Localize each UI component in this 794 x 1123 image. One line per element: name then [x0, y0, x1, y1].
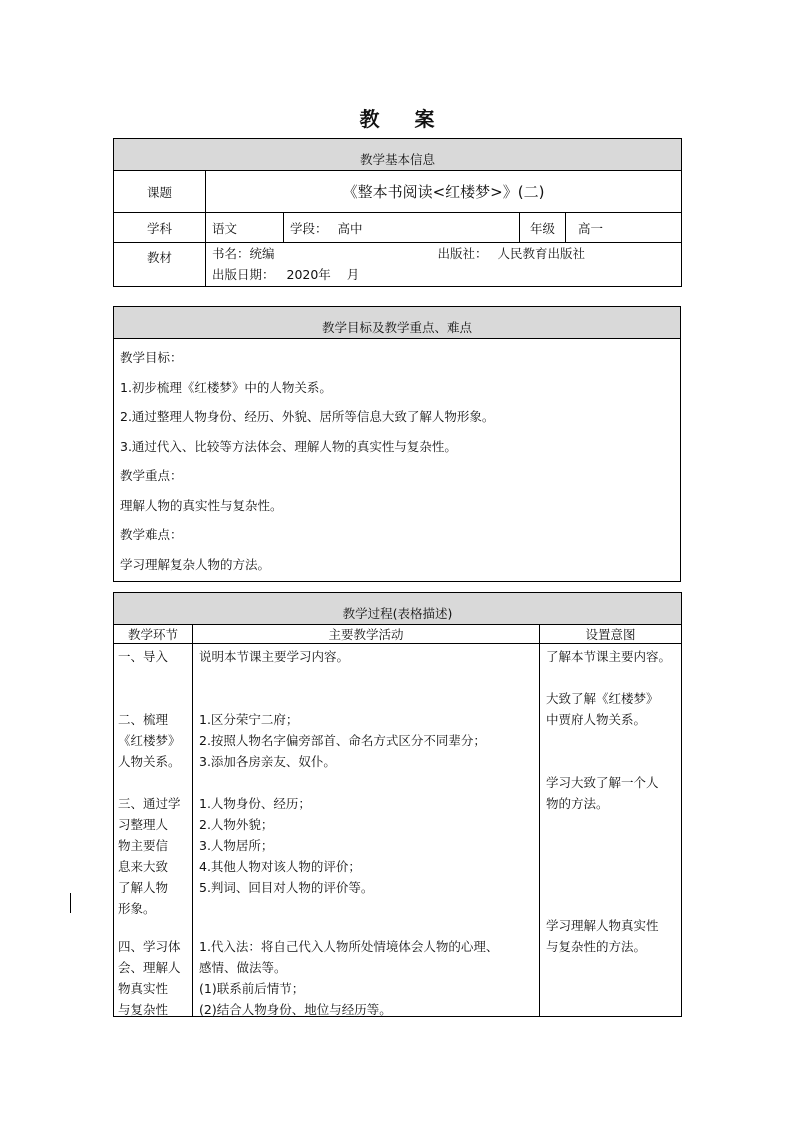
- basic-info-table: [113, 138, 682, 287]
- activity-line: 1.区分荣宁二府；: [199, 712, 299, 727]
- objectives-header: 教学目标及教学重点、难点: [114, 307, 681, 339]
- date-year: 2020年: [286, 267, 331, 282]
- stage-line: 与复杂性: [118, 1002, 169, 1017]
- activity-line: 说明本节课主要学习内容。: [199, 649, 350, 664]
- activity-line: 感情、做法等。: [199, 960, 287, 975]
- topic-value: 《整本书阅读<红楼梦>》(二): [206, 171, 682, 213]
- stage-line: 了解人物: [118, 880, 169, 895]
- subject-value: 语文: [206, 213, 284, 243]
- goal-item: 3.通过代入、比较等方法体会、理解人物的真实性与复杂性。: [120, 438, 457, 454]
- intent-line: 大致了解《红楼梦》: [546, 691, 659, 706]
- basic-info-header: 教学基本信息: [114, 139, 682, 171]
- stage-line: 习整理人: [118, 817, 169, 832]
- key-text: 理解人物的真实性与复杂性。: [120, 497, 283, 513]
- intent-line: 物的方法。: [546, 796, 609, 811]
- objectives-table: [113, 306, 681, 582]
- intent-line: 学习理解人物真实性: [546, 918, 659, 933]
- book-label: 书名：: [212, 246, 250, 261]
- col-stage-header: 教学环节: [114, 625, 193, 644]
- stage-line: 《红楼梦》: [118, 733, 181, 748]
- activity-line: 2.按照人物名字偏旁部首、命名方式区分不同辈分；: [199, 733, 486, 748]
- process-table: [113, 592, 682, 1017]
- date-month: 月: [346, 267, 360, 282]
- stage-label: 学段：: [290, 220, 328, 236]
- stage-line: 会、理解人: [118, 960, 181, 975]
- activity-line: 4.其他人物对该人物的评价；: [199, 859, 361, 874]
- activity-line: (1)联系前后情节；: [199, 981, 305, 996]
- stage-line: 物真实性: [118, 981, 169, 996]
- key-title: 教学重点：: [120, 468, 183, 483]
- process-header: 教学过程(表格描述): [114, 593, 682, 625]
- text-cursor: [70, 893, 71, 913]
- intent-column: [540, 644, 682, 1017]
- objectives-body: [114, 339, 681, 582]
- goal-title: 教学目标：: [120, 350, 183, 365]
- activity-line: 3.添加各房亲友、奴仆。: [199, 754, 336, 769]
- grade-label: 年级: [520, 213, 566, 243]
- stage-line: 息来大致: [118, 859, 169, 874]
- material-cell: [206, 243, 682, 287]
- activity-line: 1.代入法：将自己代入人物所处情境体会人物的心理、: [199, 939, 499, 954]
- goal-item: 1.初步梳理《红楼梦》中的人物关系。: [120, 379, 332, 395]
- stage-line: 二、梳理: [118, 712, 169, 727]
- difficulty-text: 学习理解复杂人物的方法。: [120, 556, 271, 572]
- activity-line: 5.判词、回目对人物的评价等。: [199, 880, 374, 895]
- stage-column: [114, 644, 193, 1017]
- stage-line: 形象。: [118, 901, 156, 916]
- intent-line: 中贾府人物关系。: [546, 712, 647, 727]
- stage-cell: [284, 213, 520, 243]
- publisher-value: 人民教育出版社: [497, 246, 586, 261]
- activity-line: (2)结合人物身份、地位与经历等。: [199, 1002, 392, 1017]
- activity-column: [193, 644, 540, 1017]
- stage-line: 一、导入: [118, 649, 169, 664]
- stage-line: 物主要信: [118, 838, 169, 853]
- stage-value: 高中: [337, 220, 363, 236]
- activity-line: 1.人物身份、经历；: [199, 796, 311, 811]
- publisher-label: 出版社：: [437, 246, 488, 261]
- intent-line: 了解本节课主要内容。: [546, 649, 672, 664]
- stage-line: 四、学习体: [118, 939, 181, 954]
- subject-label: 学科: [114, 213, 206, 243]
- grade-value: 高一: [566, 213, 682, 243]
- goal-item: 2.通过整理人物身份、经历、外貌、居所等信息大致了解人物形象。: [120, 409, 495, 424]
- topic-label: 课题: [114, 171, 206, 213]
- date-label: 出版日期：: [212, 267, 275, 282]
- stage-line: 三、通过学: [118, 796, 181, 811]
- activity-line: 2.人物外貌；: [199, 817, 274, 832]
- intent-line: 与复杂性的方法。: [546, 939, 647, 954]
- activity-line: 3.人物居所；: [199, 838, 274, 853]
- col-intent-header: 设置意图: [540, 625, 682, 644]
- col-activity-header: 主要教学活动: [193, 625, 540, 644]
- stage-line: 人物关系。: [118, 754, 181, 769]
- difficulty-title: 教学难点：: [120, 527, 183, 542]
- document-title: 教 案: [359, 107, 449, 131]
- book-value: 统编: [249, 246, 275, 261]
- intent-line: 学习大致了解一个人: [546, 775, 659, 790]
- material-label: 教材: [114, 243, 206, 287]
